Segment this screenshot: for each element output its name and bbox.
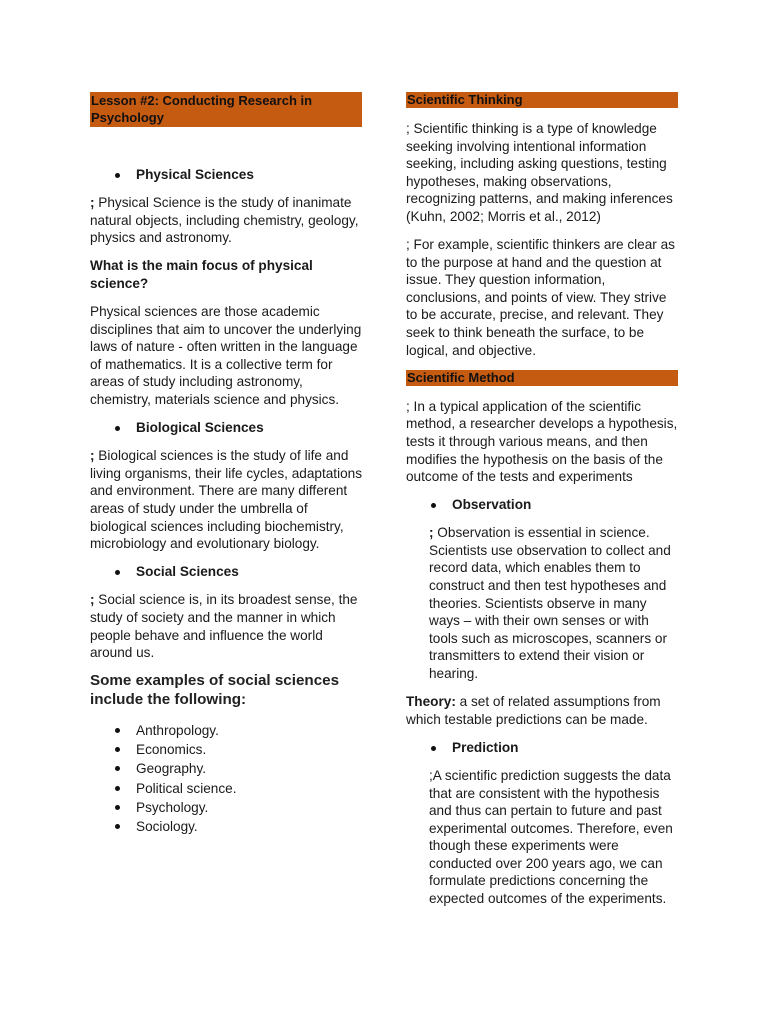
physical-sciences-heading: Physical Sciences [90, 166, 362, 184]
physical-body: Physical Science is the study of inanimate natural objects, including chemistry, geology, physics and astronomy. [90, 195, 359, 246]
list-item: Political science. [90, 779, 362, 798]
scientific-method-heading: Scientific Method [406, 370, 678, 386]
social-body: Social science is, in its broadest sense, the study of society and the manner in which people behave and influence the world around us. [90, 592, 358, 661]
social-sciences-heading: Social Sciences [90, 563, 362, 581]
observation-heading: Observation [406, 496, 678, 514]
theory-definition [406, 693, 678, 728]
list-item: Sociology. [90, 817, 362, 836]
social-sciences-text [90, 591, 362, 661]
physical-answer: Physical sciences are those academic disciplines that aim to uncover the underlying laws of nature - often written in the language of mathematics. It is a collective term for areas of study including astronomy, chemistry, materials science and physics. [90, 304, 362, 408]
scientific-thinking-p1: ; Scientific thinking is a type of knowledge seeking involving intentional information seeking, including asking questions, testing hypotheses, making observations, recognizing patterns, and making inferences (Kuhn, 2002; Morris et al., 2012) [406, 121, 673, 224]
left-column [90, 92, 362, 836]
social-semicolon: ; [90, 592, 95, 608]
social-examples-heading: Some examples of social sciences include the following: [90, 672, 340, 708]
prediction-heading: Prediction [406, 739, 678, 757]
list-item: Anthropology. [90, 721, 362, 740]
observation-body: Observation is essential in science. Scientists use observation to collect and record data, which enables them to construct and then test hypotheses and theories. Scientists observe in many ways – with their own senses or with tools such as microscopes, scanners or transmitters to extend their vision or hearing. [429, 525, 671, 682]
scientific-method-p1: ; In a typical application of the scientific method, a researcher develops a hypothesis, tests it through various means, and then modifies the hypothesis on the basis of the outcome of the tests and experiments [406, 398, 678, 485]
theory-label: Theory: [406, 694, 456, 710]
scientific-thinking-heading: Scientific Thinking [406, 92, 678, 108]
biological-semicolon: ; [90, 448, 95, 464]
biological-sciences-text [90, 447, 362, 553]
prediction-text: ;A scientific prediction suggests the data that are consistent with the hypothesis and thus can pertain to future and past experimental outcomes. Therefore, even though these experiments were conducted over 200 years ago, we can formulate predictions concerning the expected outcomes of the experiments. [429, 767, 673, 907]
theory-body: a set of related assumptions from which testable predictions can be made. [406, 694, 661, 727]
observation-text [406, 524, 678, 682]
social-examples-list [90, 721, 362, 836]
physical-semicolon: ; [90, 195, 95, 211]
biological-sciences-heading: Biological Sciences [90, 419, 362, 437]
scientific-thinking-p2: ; For example, scientific thinkers are clear as to the purpose at hand and the question at issue. They question information, conclusions, and points of view. They strive to be accurate, precise, and relevant. They seek to think beneath the surface, to be logical, and objective. [406, 237, 675, 358]
list-item: Psychology. [90, 798, 362, 817]
physical-question: What is the main focus of physical science? [90, 258, 313, 291]
list-item: Geography. [90, 759, 362, 778]
right-column [406, 92, 678, 908]
biological-body: Biological sciences is the study of life and living organisms, their life cycles, adaptations and environment. There are many different areas of study under the umbrella of biological sciences including biochemistry, microbiology and evolutionary biology. [90, 448, 363, 552]
observation-semicolon: ; [429, 525, 434, 541]
physical-sciences-text [90, 194, 362, 247]
list-item: Economics. [90, 740, 362, 759]
lesson-title: Lesson #2: Conducting Research in Psychology [90, 92, 362, 127]
